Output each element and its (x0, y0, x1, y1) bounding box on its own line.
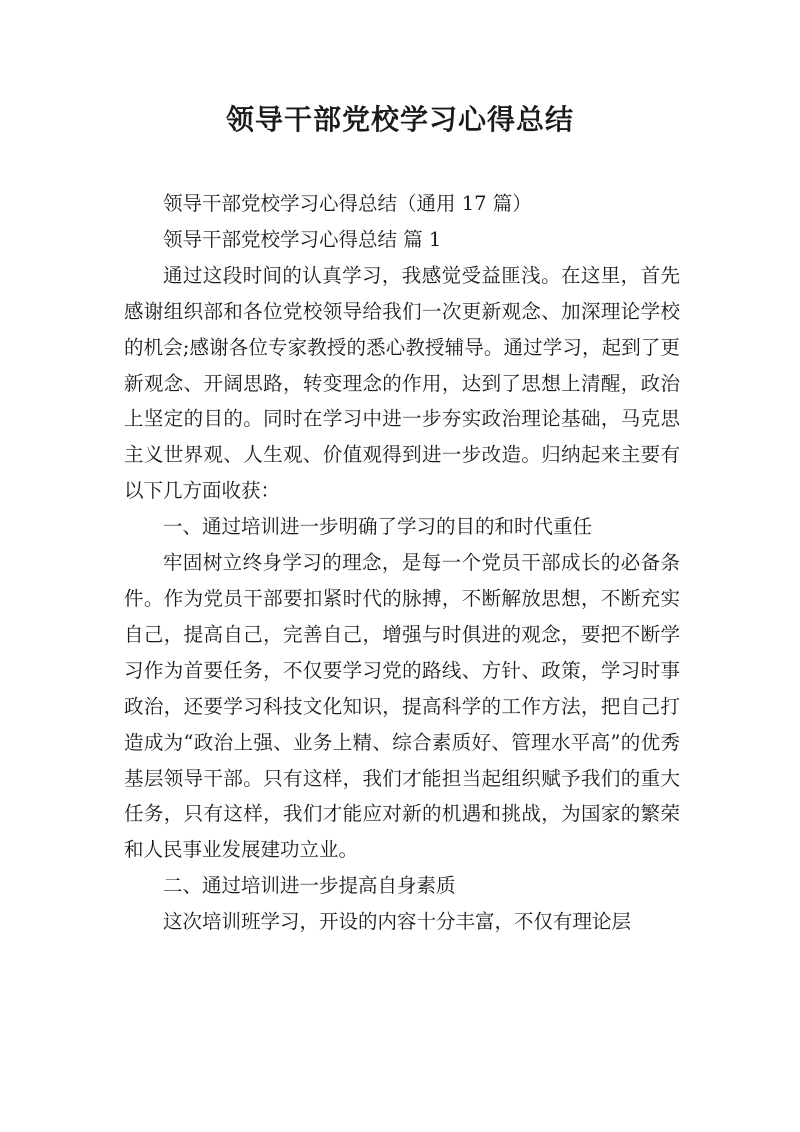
document-title: 领导干部党校学习心得总结 (225, 103, 574, 136)
paragraph-collection-heading: 领导干部党校学习心得总结（通用 17 篇） (163, 192, 532, 215)
section-heading-two: 二、通过培训进一步提高自身素质 (163, 874, 456, 898)
paragraph-intro: 通过这段时间的认真学习，我感觉受益匪浅。在这里，首先感谢组织部和各位党校领导给我们一次更新观念、加深理论学校的机会;感谢各位专家教授的悉心教授辅导。通过学习，起到了更新观念、开阔思路，转变理念的作用，达到了思想上清醒，政治上坚定的目的。同时在学习中进一步夯实政治理论基础，马克思主义世界观、人生观、价值观得到进一步改造。归纳起来主要有以下几方面收获： (124, 263, 680, 503)
paragraph-section-one: 牢固树立终身学习的理念，是每一个党员干部成长的必备条件。作为党员干部要扣紧时代的脉搏，不断解放思想，不断充实自己，提高自己，完善自己，增强与时俱进的观念，要把不断学习作为首要任务，不仅要学习党的路线、方针、政策，学习时事政治，还要学习科技文化知识，提高科学的工作方法，把自己打造成为“政治上强、业务上精、综合素质好、管理水平高”的优秀基层领导干部。只有这样，我们才能担当起组织赋予我们的重大任务，只有这样，我们才能应对新的机遇和挑战，为国家的繁荣和人民事业发展建功立业。 (124, 551, 680, 862)
document-body (124, 186, 680, 940)
section-heading-one: 一、通过培训进一步明确了学习的目的和时代重任 (163, 515, 593, 539)
paragraph-article-heading: 领导干部党校学习心得总结 篇 1 (163, 227, 442, 251)
paragraph-section-two: 这次培训班学习，开设的内容十分丰富，不仅有理论层 (163, 910, 632, 934)
